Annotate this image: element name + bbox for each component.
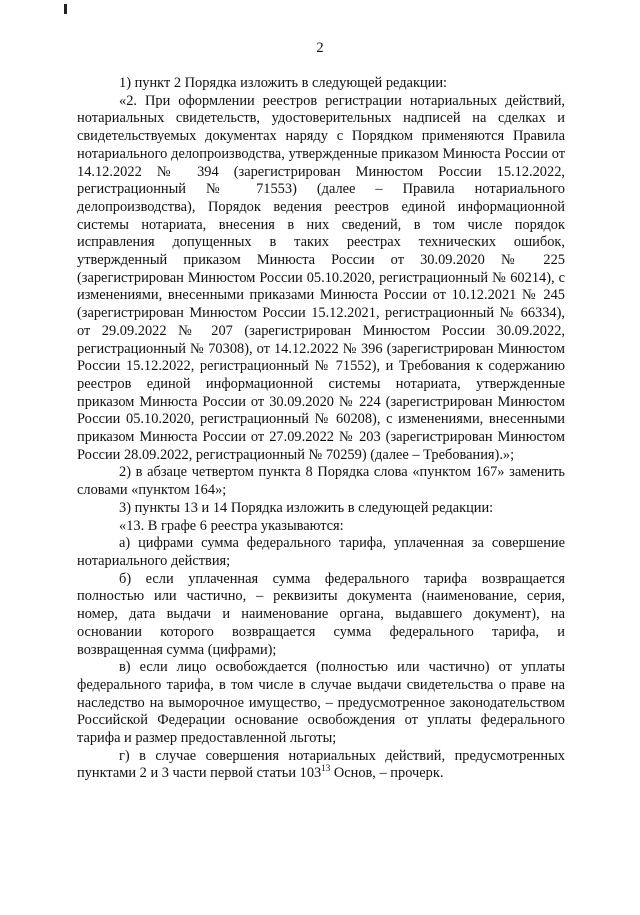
- scan-mark: [64, 4, 67, 14]
- paragraph-9-text: г) в случае совершения нотариальных действий, предусмотренных пунктами 2 и 3 части первой статьи 103: [77, 747, 565, 782]
- paragraph-2: «2. При оформлении реестров регистрации нотариальных действий, нотариальных свидетельств, удостоверительных надписей на сделках и свидетельствуемых документах наряду с Порядком применяются Правила нотариального делопроизводства, утвержденные приказом Минюста России от 14.12.2022 № 394 (зарегистрирован Минюстом России 15.12.2022, регистрационный № 71553) (далее – Правила нотариального делопроизводства), Порядок ведения реестров единой информационной системы нотариата, внесения в них сведений, в том числе порядок исправления допущенных в таких реестрах технических ошибок, утвержденный приказом Минюста России от 30.09.2020 № 225 (зарегистрирован Минюстом России 05.10.2020, регистрационный № 60214), с изменениями, внесенными приказами Минюста России от 10.12.2021 № 245 (зарегистрирован Минюстом России 15.12.2021, регистрационный № 66334), от 29.09.2022 № 207 (зарегистрирован Минюстом России 30.09.2022, регистрационный № 70308), от 14.12.2022 № 396 (зарегистрирован Минюстом России 15.12.2022, регистрационный № 71552), и Требования к содержанию реестров единой информационной системы нотариата, утвержденные приказом Минюста России от 30.09.2020 № 224 (зарегистрирован Минюстом России 05.10.2020, регистрационный № 60208), с изменениями, внесенными приказом Минюста России от 27.09.2022 № 203 (зарегистрирован Минюстом России 28.09.2022, регистрационный № 70259) (далее – Требования).»;: [77, 92, 565, 463]
- paragraph-8: в) если лицо освобождается (полностью или частично) от уплаты федерального тарифа, в том числе в случае выдачи свидетельства о праве на наследство на выморочное имущество, – предусмотренное законодательством Российской Федерации основание освобождения от уплаты федерального тарифа и размер предоставленной льготы;: [77, 659, 565, 747]
- page-number: 2: [316, 40, 324, 56]
- document-body: [77, 75, 565, 783]
- paragraph-6: а) цифрами сумма федерального тарифа, уплаченная за совершение нотариального действия;: [77, 535, 565, 569]
- paragraph-9: [77, 748, 565, 783]
- paragraph-3: 2) в абзаце четвертом пункта 8 Порядка слова «пунктом 167» заменить словами «пунктом 164»;: [77, 464, 565, 499]
- paragraph-4: 3) пункты 13 и 14 Порядка изложить в следующей редакции:: [119, 499, 494, 516]
- paragraph-1: 1) пункт 2 Порядка изложить в следующей редакции:: [119, 75, 448, 91]
- paragraph-5: «13. В графе 6 реестра указываются:: [119, 517, 344, 534]
- paragraph-7: б) если уплаченная сумма федерального тарифа возвращается полностью или частично, – реквизиты документа (наименование, серия, номер, дата выдачи и наименование органа, выдавшего документ), на основании которого возвращается сумма федерального тарифа, и возвращенная сумма (цифрами);: [77, 570, 565, 658]
- paragraph-9-tail: Основ, – прочерк.: [330, 765, 444, 782]
- paragraph-9-superscript: 13: [321, 763, 331, 774]
